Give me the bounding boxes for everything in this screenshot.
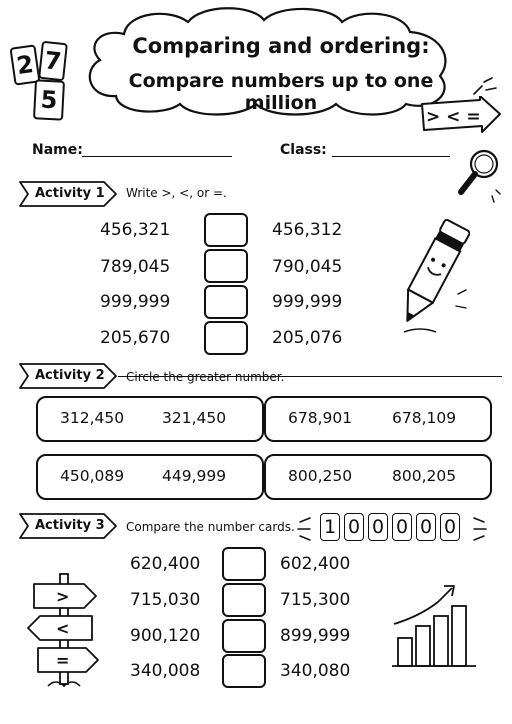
- number-card-digit: 0: [368, 513, 388, 541]
- a2-pair-2: [264, 396, 492, 442]
- sparkle-icon: [294, 514, 314, 544]
- a3-left-1: 620,400: [130, 554, 201, 574]
- a3-answer-box-2[interactable]: [222, 583, 266, 617]
- page-title: Comparing and ordering:: [132, 34, 430, 58]
- signpost-symbol: >: [56, 587, 70, 606]
- digit-card: 7: [38, 41, 68, 82]
- activity-3-label: Activity 3: [35, 518, 105, 533]
- a3-left-3: 900,120: [130, 626, 201, 646]
- a1-left-1: 456,321: [100, 220, 171, 240]
- a1-answer-box-4[interactable]: [204, 321, 248, 355]
- a2-pair-1: [36, 396, 264, 442]
- a1-left-2: 789,045: [100, 257, 171, 277]
- a2-number-option[interactable]: 449,999: [162, 467, 227, 485]
- a1-answer-box-1[interactable]: [204, 213, 248, 247]
- activity-1-label: Activity 1: [35, 186, 105, 201]
- class-field[interactable]: [332, 156, 450, 157]
- number-card-digit: 0: [344, 513, 364, 541]
- a2-number-option[interactable]: 312,450: [60, 409, 125, 427]
- a1-answer-box-3[interactable]: [204, 285, 248, 319]
- pencil-character-icon: [390, 214, 470, 334]
- number-card-digit: 0: [440, 513, 460, 541]
- a1-right-3: 999,999: [272, 292, 343, 312]
- a2-pair-4: [264, 454, 492, 500]
- a3-answer-box-4[interactable]: [222, 654, 266, 688]
- a3-right-2: 715,300: [280, 590, 351, 610]
- name-field[interactable]: [82, 156, 232, 157]
- a1-left-4: 205,670: [100, 328, 171, 348]
- a2-number-option[interactable]: 800,250: [288, 467, 353, 485]
- activity-2-label: Activity 2: [35, 368, 105, 383]
- a2-number-option[interactable]: 800,205: [392, 467, 457, 485]
- a3-right-3: 899,999: [280, 626, 351, 646]
- number-card-digit: 1: [320, 513, 340, 541]
- digit-card: 5: [33, 79, 65, 121]
- a3-answer-box-3[interactable]: [222, 619, 266, 653]
- a3-left-2: 715,030: [130, 590, 201, 610]
- a3-right-4: 340,080: [280, 661, 351, 681]
- a3-answer-box-1[interactable]: [222, 547, 266, 581]
- a3-right-1: 602,400: [280, 554, 351, 574]
- a1-left-3: 999,999: [100, 292, 171, 312]
- number-card-digit: 0: [392, 513, 412, 541]
- a2-number-option[interactable]: 678,109: [392, 409, 457, 427]
- page-subtitle: Compare numbers up to one million: [128, 70, 434, 114]
- comparison-sign-icon: [418, 96, 502, 138]
- class-label: Class:: [280, 142, 327, 158]
- a2-number-option[interactable]: 321,450: [162, 409, 227, 427]
- a1-right-4: 205,076: [272, 328, 343, 348]
- number-card-digit: 0: [416, 513, 436, 541]
- a2-number-option[interactable]: 678,901: [288, 409, 353, 427]
- activity-2-instruction: Circle the greater number.: [126, 370, 285, 384]
- a1-right-2: 790,045: [272, 257, 343, 277]
- growth-chart-icon: [390, 580, 480, 670]
- signpost-icon: [26, 570, 106, 692]
- a1-right-1: 456,312: [272, 220, 343, 240]
- a3-left-4: 340,008: [130, 661, 201, 681]
- a2-pair-3: [36, 454, 264, 500]
- sparkle-icon: [470, 76, 498, 98]
- magnifier-icon: [456, 146, 504, 206]
- a1-answer-box-2[interactable]: [204, 249, 248, 283]
- activity-1-instruction: Write >, <, or =.: [126, 186, 227, 200]
- sparkle-icon: [470, 514, 490, 544]
- signpost-symbol: <: [56, 619, 70, 638]
- sign-symbols: > < =: [426, 107, 481, 127]
- digit-card: 2: [9, 44, 40, 85]
- activity-3-instruction: Compare the number cards.: [126, 520, 295, 534]
- signpost-symbol: =: [56, 651, 70, 670]
- name-label: Name:: [32, 142, 83, 158]
- a2-number-option[interactable]: 450,089: [60, 467, 125, 485]
